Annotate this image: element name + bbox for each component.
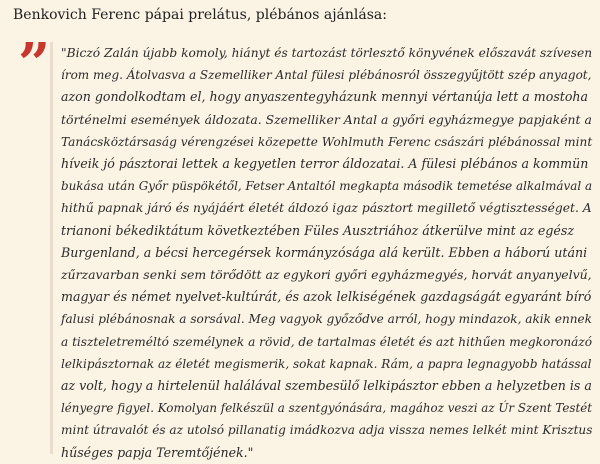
quote-line: hithű papnak járó és nyájáért életét áldozó igaz pásztort megillető végtisztességet. A [61,201,592,216]
quote-line: zűrzavarban senki sem törődött az egykori győri egyházmegyés, horvát anyanyelvű, [61,267,592,283]
quote-line: hűséges papja Teremtőjének." [61,444,254,460]
quote-line: bukása után Győr püspökétől, Fetser Antaltól megkapta második temetése alkalmával a [61,179,593,194]
blockquote [18,31,593,460]
quotation-mark-icon: ” [18,31,51,97]
quote-border [50,42,53,454]
quote-line: falusi plébánosnak a sorsával. Meg vagyok győződve arról, hogy mindazok, akik ennek [61,312,593,327]
quote-line: híveik jó pásztorai lettek a kegyetlen terror áldozatai. A fülesi plébános a kommün [61,156,589,172]
quote-line: az volt, hogy a hirtelenül halálával szembesülő lelkipásztor ebben a helyzetben is a [61,378,592,394]
quote-line: lényegre figyel. Komolyan felkészül a szentgyónására, magához veszi az Úr Szent Testét [61,401,593,416]
quote-line: mint útravalót és az utolsó pillanatig imádkozva adja vissza nemes lelkét mint Krisztus [61,423,593,438]
quote-line: történelmi események áldozata. Szemelliker Antal a győri egyházmegye papjaként a [61,111,592,127]
quote-line: azon gondolkodtam el, hogy anyaszentegyházunk mennyi vértanúja lett a mostoha [61,89,589,105]
quote-line: "Biczó Zalán újabb komoly, hiányt és tartozást törlesztő könyvének előszavát szívesen [61,46,593,60]
quote-line: magyar és német nyelvet-kultúrát, és azok lelkiségének gazdagságát egyaránt bíró [61,289,592,305]
quote-line: trianoni békediktátum következtében Füles Ausztriához átkerülve mint az egész [61,222,574,238]
intro-text: Benkovich Ferenc pápai prelátus, plébános ajánlása: [13,7,387,23]
quote-line: lelkipásztornak az életét megismerik, sokat kapnak. Rám, a papra legnagyobb hatással [61,356,592,371]
quote-line: Burgenland, a bécsi hercegérsek kormányzósága alá került. Ebben a háború utáni [61,244,588,260]
quote-text [61,42,595,464]
quote-line: írom meg. Átolvasva a Szemelliker Antal fülesi plébánosról összegyűjtött szép anyagot, [61,68,592,83]
quote-line: a tiszteletreméltó személynek a rövid, de tartalmas életét és azt hithűen megkoronázó [61,334,593,349]
quote-line: Tanácsköztársaság vérengzései közepette Wohlmuth Ferenc császári plébánossal mint [61,134,593,149]
